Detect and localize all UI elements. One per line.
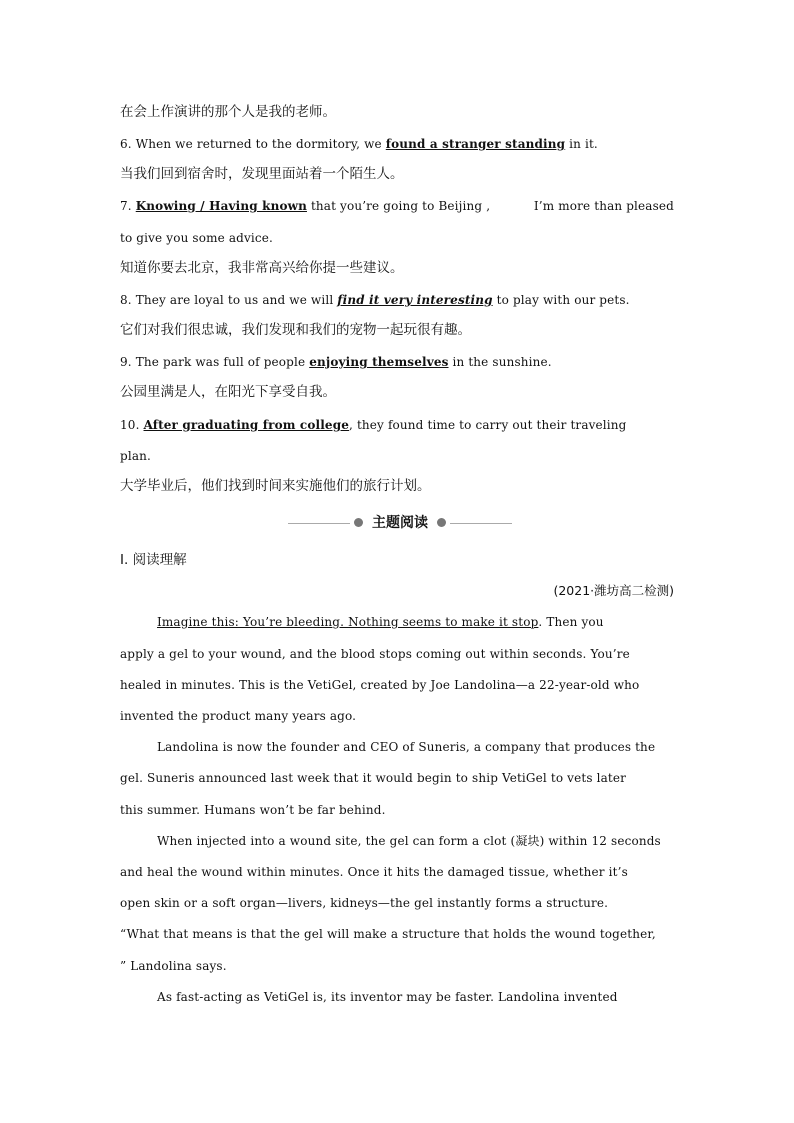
answer-blank: After graduating from college bbox=[143, 418, 350, 432]
sentence-text: we bbox=[364, 137, 382, 151]
passage-line: ” Landolina says. bbox=[120, 959, 227, 973]
item-8-translation: 它们对我们很忠诚，我们发现和我们的宠物一起玩很有趣。 bbox=[120, 322, 471, 338]
item-6-translation: 当我们回到宿舍时，发现里面站着一个陌生人。 bbox=[120, 166, 404, 182]
passage-line: When injected into a wound site, the gel can form a clot (凝块) within 12 seconds bbox=[157, 834, 661, 848]
item-8-sentence bbox=[120, 291, 674, 309]
item-5-translation: 在会上作演讲的那个人是我的老师。 bbox=[120, 104, 336, 120]
divider-rule bbox=[288, 523, 350, 524]
item-number: 8. bbox=[120, 293, 132, 307]
item-7-translation: 知道你要去北京，我非常高兴给你提一些建议。 bbox=[120, 260, 404, 276]
item-7-sentence-cont: to give you some advice. bbox=[120, 231, 273, 245]
sentence-text: When we returned to the dormitory, bbox=[135, 137, 361, 151]
section-divider bbox=[288, 513, 512, 533]
answer-blank: found a stranger standing bbox=[385, 137, 566, 151]
divider-rule bbox=[450, 523, 512, 524]
passage-line: As fast-acting as VetiGel is, its inventor may be faster. Landolina invented bbox=[157, 990, 618, 1004]
passage-line: Landolina is now the founder and CEO of Suneris, a company that produces the bbox=[157, 740, 656, 754]
part-label: Ⅰ. 阅读理解 bbox=[120, 552, 187, 568]
divider-dot bbox=[437, 518, 446, 527]
section-title: 主题阅读 bbox=[372, 515, 428, 531]
item-number: 10. bbox=[120, 418, 140, 432]
item-7-sentence bbox=[120, 197, 674, 215]
passage-line: invented the product many years ago. bbox=[120, 709, 357, 723]
passage-line: and heal the wound within minutes. Once it hits the damaged tissue, whether it’s bbox=[120, 865, 628, 879]
passage-text: . Then you bbox=[538, 615, 604, 629]
item-number: 6. bbox=[120, 137, 132, 151]
source-label: (2021·潍坊高二检测) bbox=[553, 583, 674, 598]
item-9-translation: 公园里满是人，在阳光下享受自我。 bbox=[120, 384, 336, 400]
passage-line: open skin or a soft organ—livers, kidneys—the gel instantly forms a structure. bbox=[120, 896, 609, 910]
item-10-translation: 大学毕业后，他们找到时间来实施他们的旅行计划。 bbox=[120, 478, 431, 494]
answer-blank: Knowing / Having known bbox=[135, 199, 307, 213]
passage-line: healed in minutes. This is the VetiGel, created by Joe Landolina—a 22-year-old who bbox=[120, 678, 640, 692]
item-6-sentence bbox=[120, 135, 674, 153]
sentence-text: They are loyal to us and we will bbox=[135, 293, 334, 307]
item-number: 9. bbox=[120, 355, 132, 369]
sentence-text: to play with our pets. bbox=[496, 293, 630, 307]
sentence-text: that you’re going to Beijing , bbox=[310, 199, 491, 213]
sentence-text: , they found time to carry out their traveling bbox=[349, 418, 627, 432]
item-10-sentence-cont: plan. bbox=[120, 449, 151, 463]
sentence-text: in the sunshine. bbox=[452, 355, 552, 369]
passage-line bbox=[120, 613, 674, 631]
answer-blank: enjoying themselves bbox=[309, 355, 449, 369]
passage-line: apply a gel to your wound, and the blood stops coming out within seconds. You’re bbox=[120, 647, 630, 661]
divider-dot bbox=[354, 518, 363, 527]
sentence-text: The park was full of people bbox=[135, 355, 306, 369]
item-10-sentence bbox=[120, 416, 674, 434]
sentence-text: I’m more than pleased bbox=[533, 199, 674, 213]
underlined-sentence: Imagine this: You’re bleeding. Nothing seems to make it stop bbox=[157, 615, 539, 629]
item-9-sentence bbox=[120, 353, 674, 371]
sentence-text: in it. bbox=[569, 137, 598, 151]
passage-line: gel. Suneris announced last week that it would begin to ship VetiGel to vets later bbox=[120, 771, 626, 785]
answer-blank: find it very interesting bbox=[337, 293, 493, 307]
passage-line: this summer. Humans won’t be far behind. bbox=[120, 803, 386, 817]
item-number: 7. bbox=[120, 199, 132, 213]
passage-line: “What that means is that the gel will make a structure that holds the wound together, bbox=[120, 927, 656, 941]
